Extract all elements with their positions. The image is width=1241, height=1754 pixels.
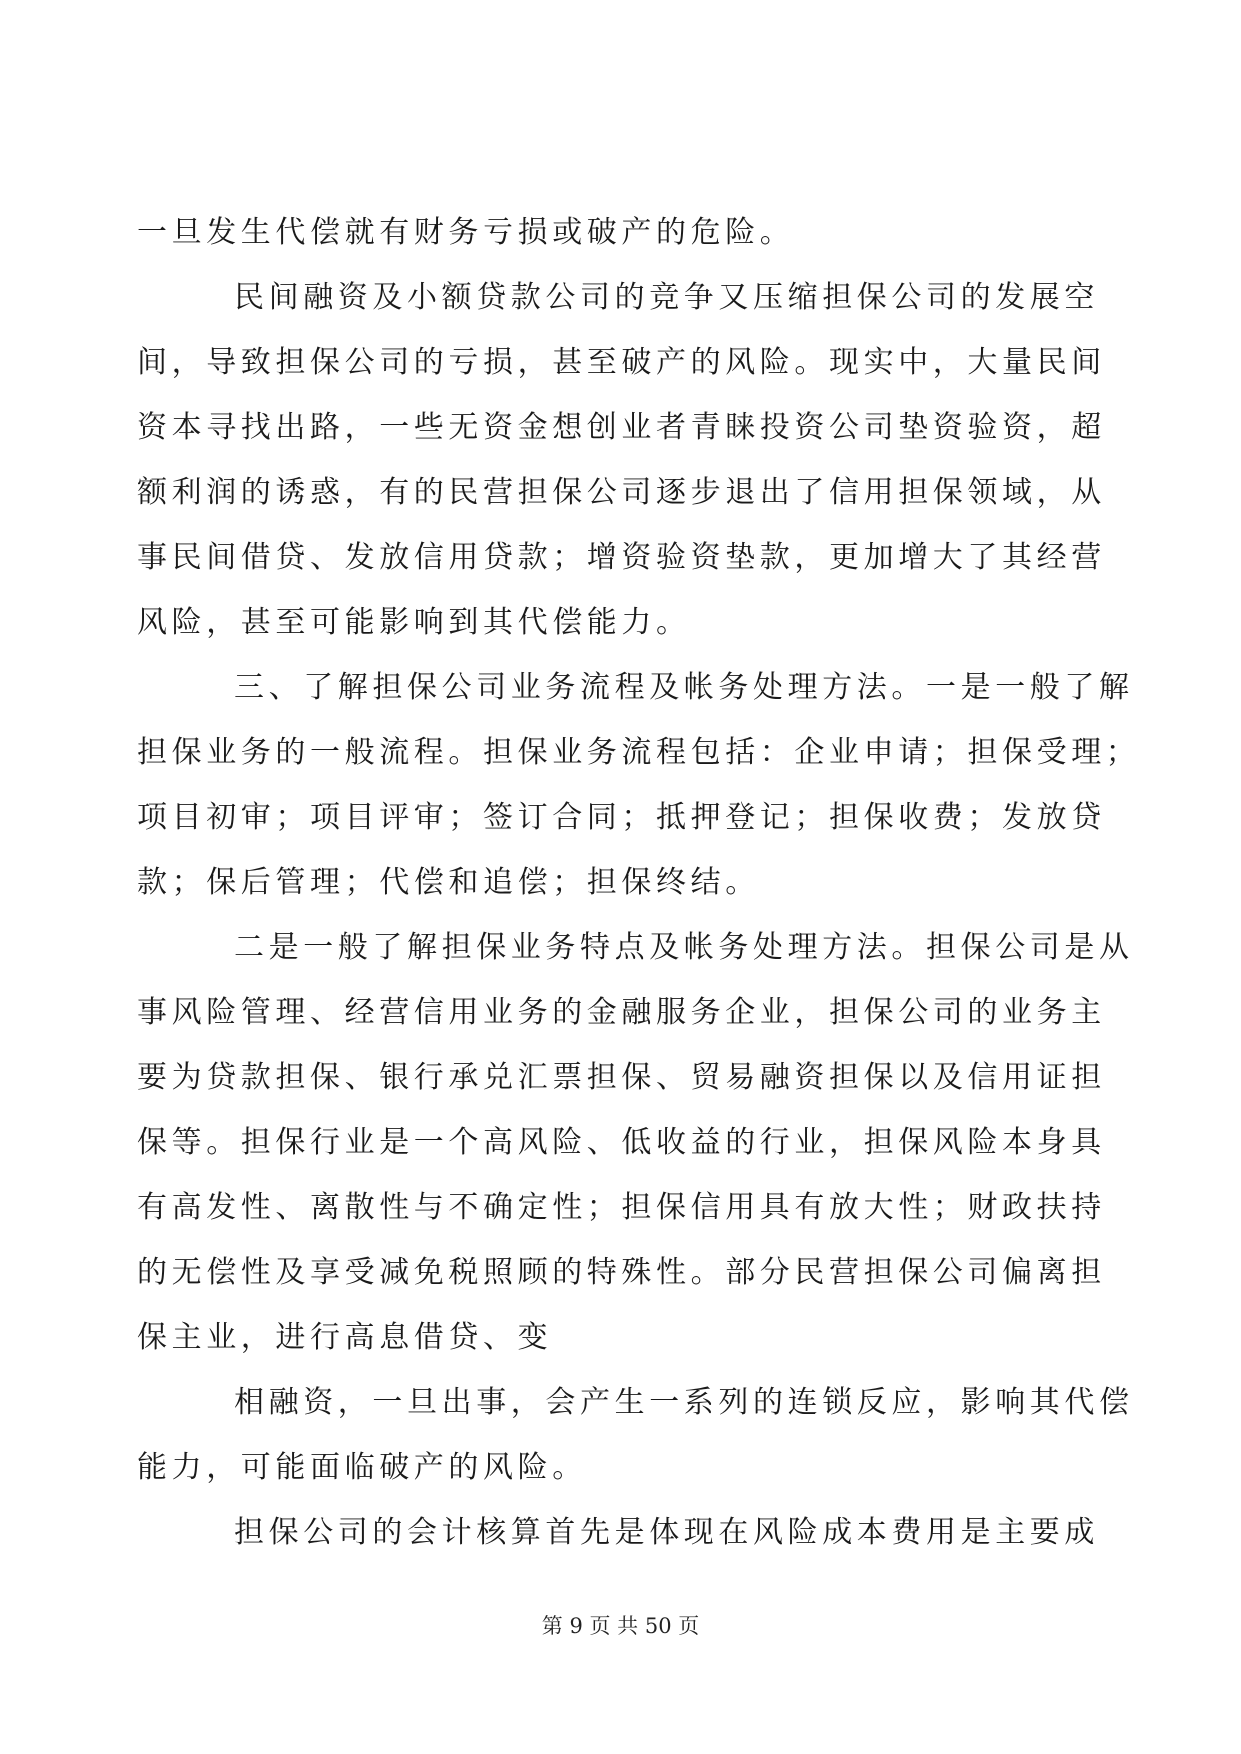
- text-line: 事民间借贷、发放信用贷款；增资验资垫款，更加增大了其经营: [137, 540, 1106, 575]
- text-line: 一旦发生代偿就有财务亏损或破产的危险。: [137, 215, 795, 250]
- text-line: 间，导致担保公司的亏损，甚至破产的风险。现实中，大量民间: [137, 345, 1106, 380]
- page-number-footer: 第 9 页 共 50 页: [541, 1614, 700, 1638]
- text-line: 事风险管理、经营信用业务的金融服务企业，担保公司的业务主: [137, 995, 1106, 1030]
- text-line: 能力，可能面临破产的风险。: [137, 1450, 587, 1485]
- text-line: 的无偿性及享受减免税照顾的特殊性。部分民营担保公司偏离担: [137, 1255, 1106, 1290]
- text-line: 项目初审；项目评审；签订合同；抵押登记；担保收费；发放贷: [137, 800, 1106, 835]
- text-line: 额利润的诱惑，有的民营担保公司逐步退出了信用担保领域，从: [137, 475, 1106, 510]
- text-line: 风险，甚至可能影响到其代偿能力。: [137, 605, 691, 640]
- text-line: 二是一般了解担保业务特点及帐务处理方法。担保公司是从: [234, 930, 1134, 965]
- text-line: 保主业，进行高息借贷、变: [137, 1320, 553, 1355]
- text-line: 有高发性、离散性与不确定性；担保信用具有放大性；财政扶持: [137, 1190, 1106, 1225]
- text-line: 要为贷款担保、银行承兑汇票担保、贸易融资担保以及信用证担: [137, 1060, 1106, 1095]
- text-line: 担保业务的一般流程。担保业务流程包括：企业申请；担保受理；: [137, 735, 1141, 770]
- body-text: [137, 200, 1141, 1565]
- text-line: 款；保后管理；代偿和追偿；担保终结。: [137, 865, 760, 900]
- text-line: 三、了解担保公司业务流程及帐务处理方法。一是一般了解: [234, 670, 1134, 705]
- text-line: 民间融资及小额贷款公司的竞争又压缩担保公司的发展空: [234, 280, 1099, 315]
- text-line: 相融资，一旦出事，会产生一系列的连锁反应，影响其代偿: [234, 1385, 1134, 1420]
- text-line: 资本寻找出路，一些无资金想创业者青睐投资公司垫资验资，超: [137, 410, 1106, 445]
- text-line: 担保公司的会计核算首先是体现在风险成本费用是主要成: [234, 1515, 1099, 1550]
- text-line: 保等。担保行业是一个高风险、低收益的行业，担保风险本身具: [137, 1125, 1106, 1160]
